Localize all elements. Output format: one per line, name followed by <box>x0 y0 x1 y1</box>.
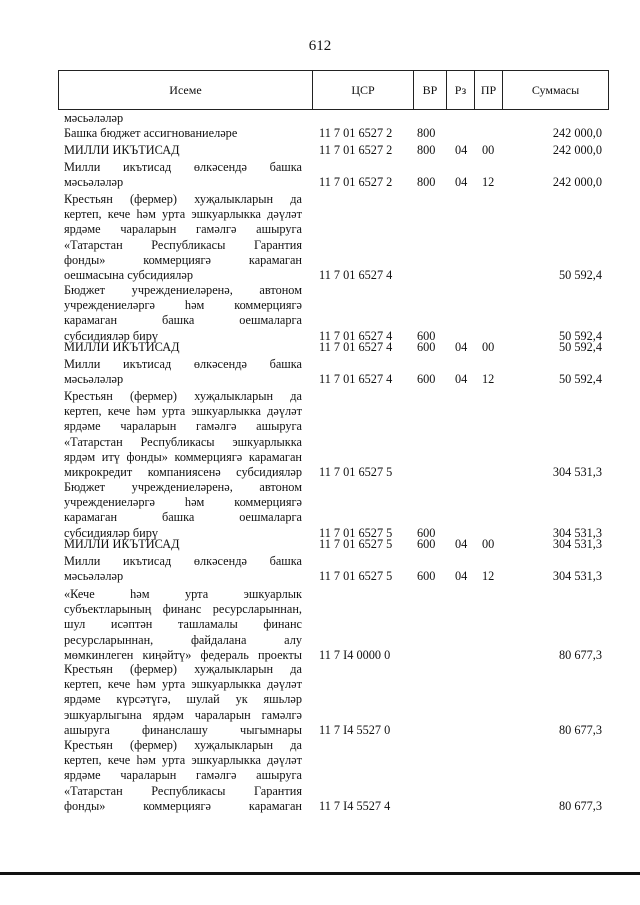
row-vr: 600 <box>417 525 436 540</box>
row-name-line: Крестьян (фермер) хуҗалыкларын да <box>64 389 302 403</box>
row-vr: 600 <box>417 339 436 354</box>
row-name-line: кертеп, кече һәм урта эшкуарлыкка дәүләт <box>64 207 302 222</box>
row-name-line: микрокредит компаниясенә субсидияләр <box>64 465 302 480</box>
row-vr: 600 <box>417 536 436 551</box>
row-name <box>64 662 302 738</box>
row-vr: 800 <box>417 125 436 140</box>
row-name <box>64 160 302 190</box>
row-rz: 04 <box>455 569 468 584</box>
row-name <box>64 537 302 552</box>
table-header <box>58 70 609 110</box>
row-name-line: «Кече һәм урта эшкуарлык <box>64 587 302 601</box>
row-csr: 11 7 01 6527 4 <box>319 339 393 354</box>
row-name <box>64 126 302 141</box>
row-sum: 242 000,0 <box>552 142 602 157</box>
row-csr: 11 7 01 6527 5 <box>319 525 393 540</box>
table-row <box>0 357 640 387</box>
row-vr: 600 <box>417 569 436 584</box>
row-name-line: Крестьян (фермер) хуҗалыкларын да <box>64 192 302 206</box>
row-name-line: учреждениеләргә һәм коммерциягә <box>64 298 302 313</box>
row-name-line: кертеп, кече һәм урта эшкуарлыкка дәүләт <box>64 753 302 768</box>
row-name <box>64 143 302 158</box>
table-row <box>0 389 640 480</box>
row-name-line: Бюджет учреждениеләренә, автоном <box>64 480 302 494</box>
header-rz: Рз <box>454 83 467 97</box>
row-pr: 12 <box>482 372 495 387</box>
row-name-line: «Татарстан Республикасы эшкуарлыкка <box>64 434 302 449</box>
row-name-line: фонды» коммерциягә карамаган <box>64 798 302 813</box>
row-name-line: мәсьәләләр <box>64 175 124 190</box>
row-name <box>64 192 302 283</box>
row-csr: 11 7 01 6527 5 <box>319 569 393 584</box>
table-row <box>0 554 640 584</box>
table-row <box>0 340 640 355</box>
row-name-line: эшкуарлыгына ярдәм чараларын гамәлгә <box>64 707 302 722</box>
row-name-line: кертеп, кече һәм урта эшкуарлыкка дәүләт <box>64 404 302 419</box>
row-csr: 11 7 01 6527 5 <box>319 536 393 551</box>
row-name-line: Милли икътисад өлкәсендә башка <box>64 554 302 568</box>
row-sum: 50 592,4 <box>558 339 602 354</box>
table-row <box>0 160 640 190</box>
row-sum: 50 592,4 <box>558 328 602 343</box>
row-name-line: кертеп, кече һәм урта эшкуарлыкка дәүләт <box>64 677 302 692</box>
header-pr: ПР <box>480 83 497 97</box>
row-name <box>64 587 302 663</box>
table-row <box>0 480 640 541</box>
header-sum: Суммасы <box>531 83 580 97</box>
row-csr: 11 7 I4 5527 0 <box>319 722 391 737</box>
table-row <box>0 111 640 126</box>
row-csr: 11 7 01 6527 4 <box>319 267 393 282</box>
row-name-line: ярдәме чараларын гамәлгә ашыруга <box>64 222 302 237</box>
table-row <box>0 283 640 344</box>
table-row <box>0 537 640 552</box>
row-name-line: ярдәме чараларын гамәлгә ашыруга <box>64 768 302 783</box>
row-sum: 304 531,3 <box>552 536 602 551</box>
row-name <box>64 480 302 541</box>
row-sum: 50 592,4 <box>558 372 602 387</box>
row-name-line: учреждениеләргә һәм коммерциягә <box>64 495 302 510</box>
row-sum: 304 531,3 <box>552 525 602 540</box>
row-pr: 00 <box>482 339 495 354</box>
row-csr: 11 7 01 6527 2 <box>319 125 393 140</box>
row-csr: 11 7 01 6527 2 <box>319 175 393 190</box>
row-pr: 00 <box>482 142 495 157</box>
row-name <box>64 111 302 126</box>
row-name-line: Крестьян (фермер) хуҗалыкларын да <box>64 738 302 752</box>
row-csr: 11 7 01 6527 4 <box>319 328 393 343</box>
row-rz: 04 <box>455 175 468 190</box>
row-name-line: Бюджет учреждениеләренә, автоном <box>64 283 302 297</box>
row-name-line: «Татарстан Республикасы Гарантия <box>64 237 302 252</box>
row-name <box>64 389 302 480</box>
table-row <box>0 143 640 158</box>
row-sum: 80 677,3 <box>558 722 602 737</box>
row-sum: 80 677,3 <box>558 647 602 662</box>
row-name-line: карамаган башка оешмаларга <box>64 313 302 328</box>
table-row <box>0 126 640 141</box>
row-vr: 800 <box>417 175 436 190</box>
row-csr: 11 7 01 6527 4 <box>319 372 393 387</box>
header-vr: ВР <box>422 83 438 97</box>
table-row <box>0 192 640 283</box>
bottom-rule <box>0 872 640 875</box>
row-name-line: МИЛЛИ ИКЪТИСАД <box>64 537 180 551</box>
row-rz: 04 <box>455 536 468 551</box>
row-name-line: Милли икътисад өлкәсендә башка <box>64 357 302 371</box>
row-name-line: мәсьәләләр <box>64 372 124 387</box>
row-vr: 600 <box>417 328 436 343</box>
row-name <box>64 554 302 584</box>
row-name-line: ярдәме чараларын гамәлгә ашыруга <box>64 419 302 434</box>
row-csr: 11 7 01 6527 2 <box>319 142 393 157</box>
row-name-line: Крестьян (фермер) хуҗалыкларын да <box>64 662 302 676</box>
row-name-line: мәсьәләләр <box>64 111 124 125</box>
row-rz: 04 <box>455 142 468 157</box>
row-sum: 304 531,3 <box>552 569 602 584</box>
row-name-line: шул исәптән ташламалы финанс <box>64 617 302 632</box>
row-sum: 80 677,3 <box>558 798 602 813</box>
table-row <box>0 587 640 663</box>
row-csr: 11 7 I4 5527 4 <box>319 798 391 813</box>
row-name <box>64 357 302 387</box>
row-name-line: ярдәме күрсәтүгә, шулай ук яшьләр <box>64 692 302 707</box>
row-pr: 00 <box>482 536 495 551</box>
row-sum: 50 592,4 <box>558 267 602 282</box>
row-pr: 12 <box>482 175 495 190</box>
row-csr: 11 7 I4 0000 0 <box>319 647 391 662</box>
row-rz: 04 <box>455 339 468 354</box>
row-csr: 11 7 01 6527 5 <box>319 464 393 479</box>
row-name-line: субсидияләр бирү <box>64 525 159 540</box>
row-name-line: МИЛЛИ ИКЪТИСАД <box>64 340 180 354</box>
header-csr: ЦСР <box>351 83 375 97</box>
row-sum: 242 000,0 <box>552 175 602 190</box>
row-name-line: ярдәм итү фонды» коммерциягә карамаган <box>64 449 302 464</box>
row-name-line: МИЛЛИ ИКЪТИСАД <box>64 143 180 157</box>
table-row <box>0 738 640 814</box>
row-name-line: ашыруга финанслашу чыгымнары <box>64 722 302 737</box>
page-number: 612 <box>308 38 332 54</box>
row-name-line: «Татарстан Республикасы Гарантия <box>64 783 302 798</box>
row-name-line: карамаган башка оешмаларга <box>64 510 302 525</box>
row-name-line: оешмасына субсидияләр <box>64 268 194 283</box>
row-rz: 04 <box>455 372 468 387</box>
row-name-line: Милли икътисад өлкәсендә башка <box>64 160 302 174</box>
row-name-line: Башка бюджет ассигнованиеләре <box>64 126 238 140</box>
row-name-line: ресурсларыннан, файдалана алу <box>64 632 302 647</box>
row-name-line: фонды» коммерциягә карамаган <box>64 252 302 267</box>
row-name-line: мөмкинлеген киңәйтү» федераль проекты <box>64 647 302 662</box>
row-name-line: субсидияләр бирү <box>64 328 159 343</box>
row-vr: 800 <box>417 142 436 157</box>
table-row <box>0 662 640 738</box>
row-name <box>64 738 302 814</box>
row-name <box>64 340 302 355</box>
header-name: Исеме <box>169 83 202 97</box>
row-name-line: мәсьәләләр <box>64 569 124 584</box>
row-vr: 600 <box>417 372 436 387</box>
row-pr: 12 <box>482 569 495 584</box>
row-sum: 242 000,0 <box>552 125 602 140</box>
row-sum: 304 531,3 <box>552 464 602 479</box>
row-name-line: субъектларының финанс ресурсларыннан, <box>64 602 302 617</box>
row-name <box>64 283 302 344</box>
